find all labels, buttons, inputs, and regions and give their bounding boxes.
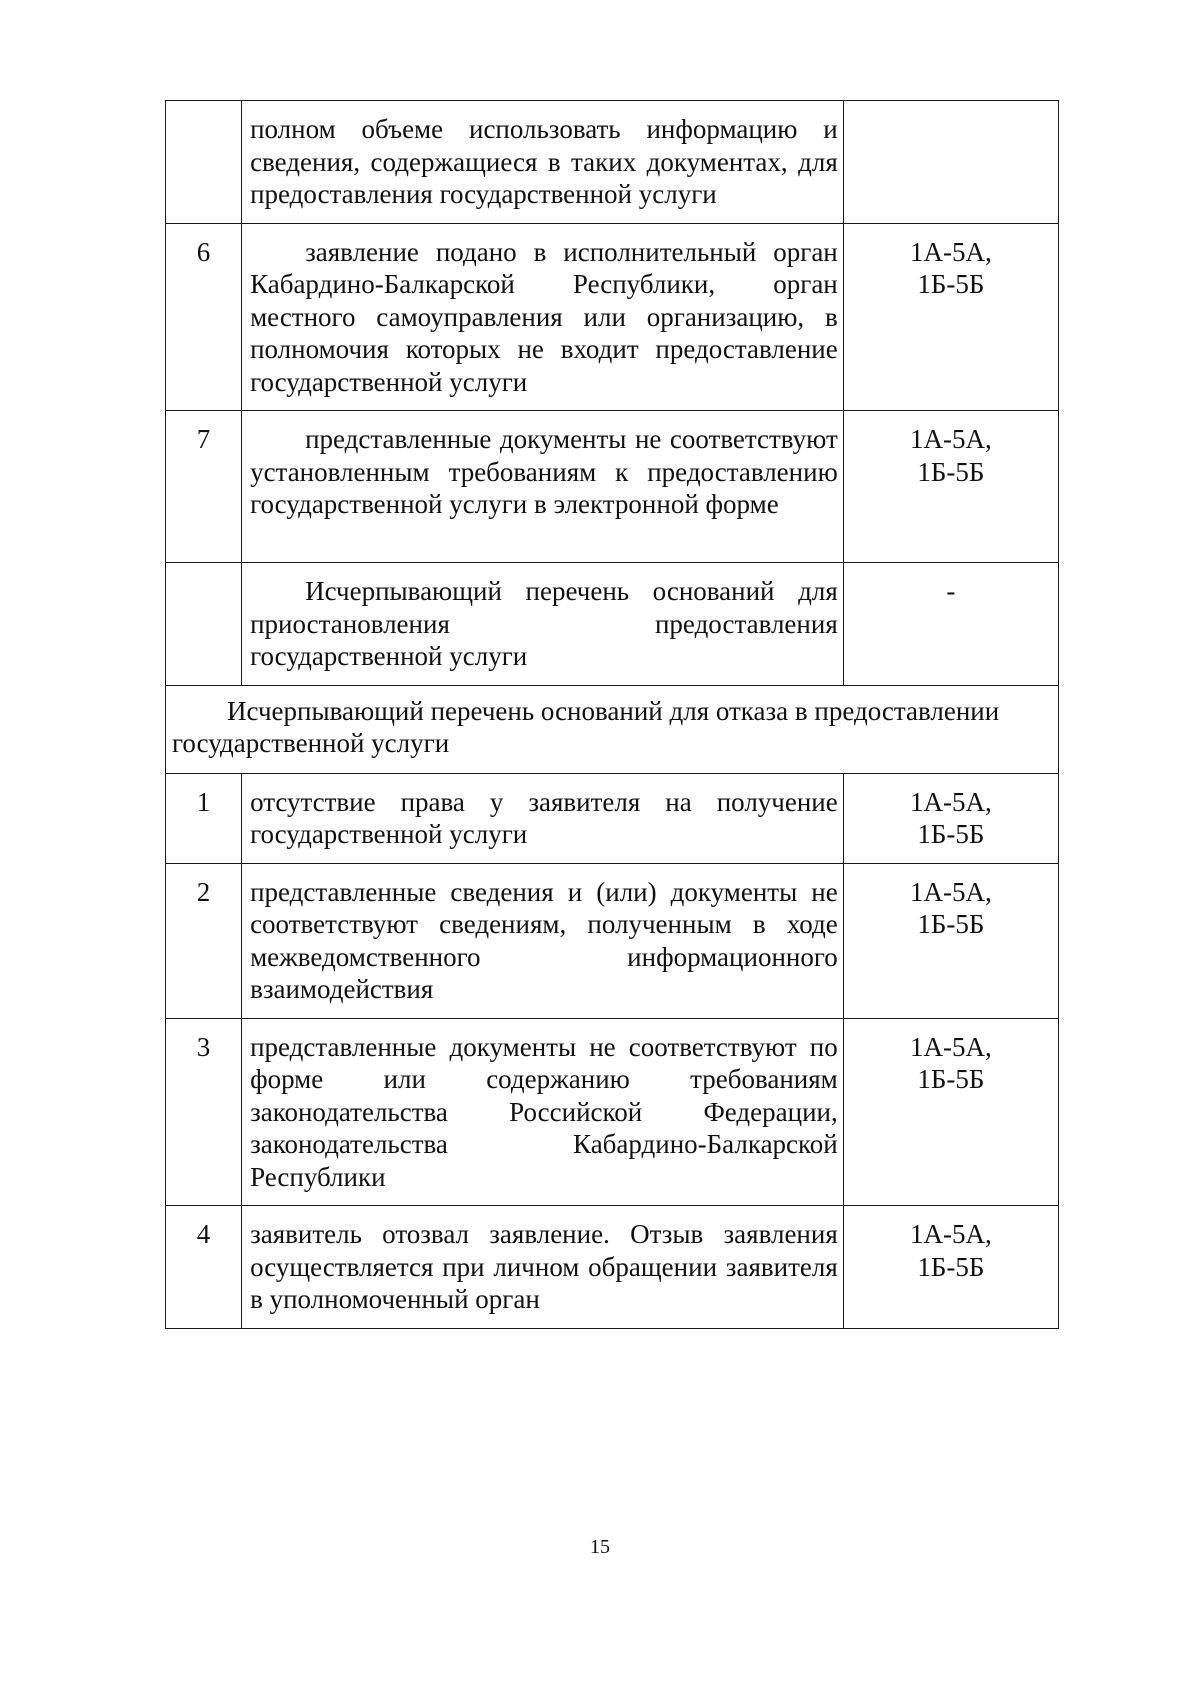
row-code	[843, 1206, 1058, 1329]
code-line: 1А-5А,	[910, 786, 992, 817]
table-row	[166, 101, 1059, 224]
code-line: 1Б-5Б	[917, 819, 985, 849]
code-line: -	[946, 576, 956, 606]
row-code	[843, 101, 1058, 224]
row-text: представленные сведения и (или) документы не соответствуют сведениям, полученным в ходе межведомственного информационного взаимодействия	[242, 863, 844, 1018]
code-line: 1А-5А,	[910, 876, 992, 907]
table-row	[166, 1206, 1059, 1329]
row-number	[166, 101, 242, 224]
row-number: 1	[166, 773, 242, 863]
row-text: представленные документы не соответствуют по форме или содержанию требованиям законодательства Российской Федерации, законодательства Кабардино-Балкарской Республики	[242, 1018, 844, 1206]
code-line: 1Б-5Б	[917, 909, 985, 939]
row-text: представленные документы не соответствуют установленным требованиям к предоставлению государственной услуги в электронной форме	[242, 411, 844, 563]
table-row	[166, 863, 1059, 1018]
grounds-table	[165, 100, 1059, 1329]
section-heading: Исчерпывающий перечень оснований для отказа в предоставлении государственной услуги	[166, 685, 1059, 773]
row-text: полном объеме использовать информацию и сведения, содержащиеся в таких документах, для предоставления государственной услуги	[242, 101, 844, 224]
table-row	[166, 1018, 1059, 1206]
code-line: 1Б-5Б	[917, 1064, 985, 1094]
table-row	[166, 411, 1059, 563]
code-line: 1А-5А,	[910, 1219, 992, 1249]
row-text: Исчерпывающий перечень оснований для приостановления предоставления государственной услуги	[242, 563, 844, 686]
row-number: 7	[166, 411, 242, 563]
code-line: 1А-5А,	[910, 424, 992, 454]
row-number: 3	[166, 1018, 242, 1206]
table-row	[166, 563, 1059, 686]
row-number: 4	[166, 1206, 242, 1329]
code-line: 1А-5А,	[910, 236, 992, 267]
row-number: 2	[166, 863, 242, 1018]
row-number	[166, 563, 242, 686]
row-code	[843, 563, 1058, 686]
row-text: отсутствие права у заявителя на получение государственной услуги	[242, 773, 844, 863]
code-line: 1Б-5Б	[917, 1251, 985, 1282]
code-line: 1Б-5Б	[917, 269, 985, 299]
page-number: 15	[590, 1536, 610, 1558]
row-code	[843, 1018, 1058, 1206]
row-code	[843, 223, 1058, 411]
row-code	[843, 411, 1058, 563]
code-line: 1А-5А,	[910, 1031, 992, 1062]
row-code	[843, 773, 1058, 863]
code-line: 1Б-5Б	[917, 456, 985, 487]
table-row	[166, 773, 1059, 863]
table-row	[166, 223, 1059, 411]
row-text: заявление подано в исполнительный орган Кабардино-Балкарской Республики, орган местного самоуправления или организацию, в полномочия которых не входит предоставление государственной услуги	[242, 223, 844, 411]
row-text: заявитель отозвал заявление. Отзыв заявления осуществляется при личном обращении заявителя в уполномоченный орган	[242, 1206, 844, 1329]
row-code	[843, 863, 1058, 1018]
section-heading-row	[166, 685, 1059, 773]
row-number: 6	[166, 223, 242, 411]
